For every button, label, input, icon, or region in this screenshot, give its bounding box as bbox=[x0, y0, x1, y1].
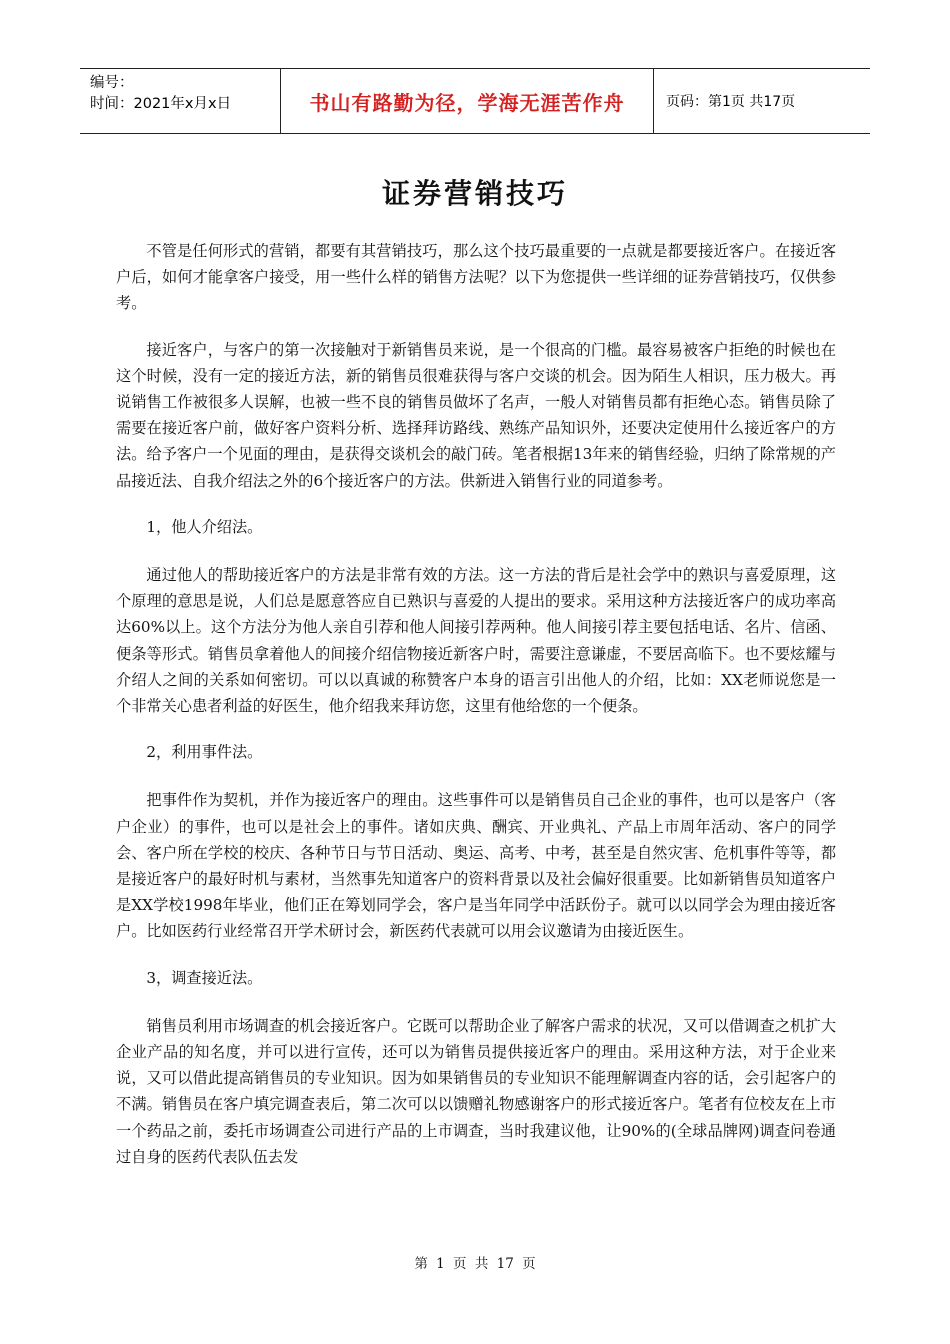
intro-paragraph: 不管是任何形式的营销，都要有其营销技巧，那么这个技巧最重要的一点就是都要接近客户。在接近客户后，如何才能拿客户接受，用一些什么样的销售方法呢？以下为您提供一些详细的证券营销技巧，仅供参考。 bbox=[116, 242, 836, 313]
section-heading: 3，调查接近法。 bbox=[146, 968, 263, 987]
document-body bbox=[116, 238, 836, 1190]
page-header bbox=[80, 68, 870, 134]
section-heading: 2，利用事件法。 bbox=[146, 743, 263, 762]
section-heading: 1，他人介绍法。 bbox=[146, 517, 263, 536]
body-paragraph: 通过他人的帮助接近客户的方法是非常有效的方法。这一方法的背后是社会学中的熟识与喜爱原理，这个原理的意思是说，人们总是愿意答应自已熟识与喜爱的人提出的要求。采用这种方法接近客户的成功率高达60%以上。这个方法分为他人亲自引荐和他人间接引荐两种。他人间接引荐主要包括电话、名片、信函、便条等形式。销售员拿着他人的间接介绍信物接近新客户时，需要注意谦虚，不要居高临下。也不要炫耀与介绍人之间的关系如何密切。可以以真诚的称赞客户本身的语言引出他人的介绍，比如：XX老师说您是一个非常关心患者利益的好医生，他介绍我来拜访您，这里有他给您的一个便条。 bbox=[116, 566, 836, 716]
page-footer: 第 1 页 共 17 页 bbox=[414, 1256, 536, 1272]
header-motto-cell bbox=[280, 69, 654, 133]
document-title: 证券营销技巧 bbox=[381, 177, 568, 210]
header-motto: 书山有路勤为径，学海无涯苦作舟 bbox=[309, 90, 625, 115]
header-page-info: 页码：第1页 共17页 bbox=[666, 94, 796, 110]
body-paragraph: 把事件作为契机，并作为接近客户的理由。这些事件可以是销售员自己企业的事件，也可以是客户（客户企业）的事件，也可以是社会上的事件。诸如庆典、酬宾、开业典礼、产品上市周年活动、客户的同学会、客户所在学校的校庆、各种节日与节日活动、奥运、高考、中考，甚至是自然灾害、危机事件等等，都是接近客户的最好时机与素材，当然事先知道客户的资料背景以及社会偏好很重要。比如新销售员知道客户是XX学校1998年毕业，他们正在筹划同学会，客户是当年同学中活跃份子。就可以以同学会为理由接近客户。比如医药行业经常召开学术研讨会，新医药代表就可以用会议邀请为由接近医生。 bbox=[116, 791, 836, 941]
document-number-label: 编号： bbox=[90, 75, 134, 91]
header-meta bbox=[80, 69, 280, 133]
body-paragraph: 销售员利用市场调查的机会接近客户。它既可以帮助企业了解客户需求的状况，又可以借调查之机扩大企业产品的知名度，并可以进行宣传，还可以为销售员提供接近客户的理由。采用这种方法，对于企业来说，又可以借此提高销售员的专业知识。因为如果销售员的专业知识不能理解调查内容的话，会引起客户的不满。销售员在客户填完调查表后，第二次可以以馈赠礼物感谢客户的形式接近客户。笔者有位校友在上市一个药品之前，委托市场调查公司进行产品的上市调查，当时我建议他，让90%的(全球品牌网)调查问卷通过自身的医药代表队伍去发 bbox=[116, 1016, 836, 1166]
document-time-label: 时间：2021年x月x日 bbox=[90, 96, 232, 112]
body-paragraph: 接近客户，与客户的第一次接触对于新销售员来说，是一个很高的门槛。最容易被客户拒绝的时候也在这个时候，没有一定的接近方法，新的销售员很难获得与客户交谈的机会。因为陌生人相识，压力极大。再说销售工作被很多人误解，也被一些不良的销售员做坏了名声，一般人对销售员都有拒绝心态。销售员除了需要在接近客户前，做好客户资料分析、选择拜访路线、熟练产品知识外，还要决定使用什么接近客户的方法。给予客户一个见面的理由，是获得交谈机会的敲门砖。笔者根据13年来的销售经验，归纳了除常规的产品接近法、自我介绍法之外的6个接近客户的方法。供新进入销售行业的同道参考。 bbox=[116, 340, 836, 490]
